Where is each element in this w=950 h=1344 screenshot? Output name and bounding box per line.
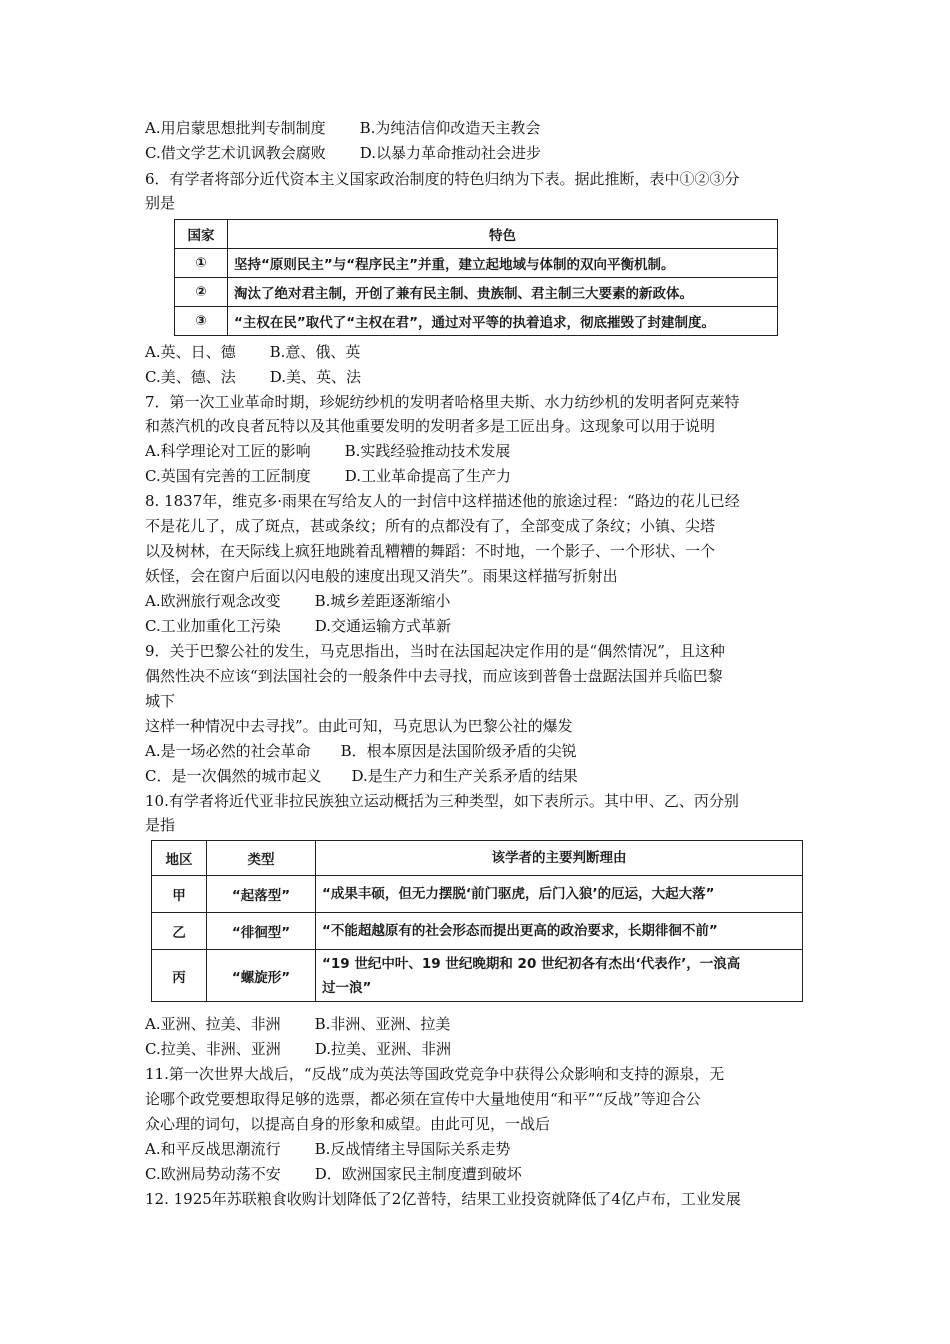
q7-stem-line-1: 7．第一次工业革命时期，珍妮纺纱机的发明者哈格里夫斯、水力纺纱机的发明者阿克莱特	[145, 393, 740, 411]
q10-row-2-region: 乙	[152, 913, 207, 950]
q11-option-b[interactable]: B.反战情绪主导国际关系走势	[314, 1140, 511, 1158]
q10-row-1-region: 甲	[152, 876, 207, 913]
q10-table-row	[152, 876, 803, 913]
q7-option-d[interactable]: D.工业革命提高了生产力	[344, 467, 511, 485]
q5-options-row-2	[145, 142, 541, 164]
q10-header-reason: 该学者的主要判断理由	[316, 841, 803, 876]
q6-options-row-1	[145, 341, 360, 363]
q8-option-c[interactable]: C.工业加重化工污染	[145, 617, 281, 635]
q10-option-b[interactable]: B.非洲、亚洲、拉美	[314, 1015, 451, 1033]
q11-stem-line-2: 论哪个政党要想取得足够的选票，都必须在宣传中大量地使用“和平”“反战”等迎合公	[145, 1090, 701, 1108]
q9-stem-line-2: 偶然性决不应该“到法国社会的一般条件中去寻找，而应该到普鲁士盘踞法国并兵临巴黎	[145, 667, 723, 685]
q7-stem-line-2: 和蒸汽机的改良者瓦特以及其他重要发明的发明者多是工匠出身。这现象可以用于说明	[145, 417, 716, 435]
q6-option-b[interactable]: B.意、俄、英	[269, 343, 361, 361]
q9-stem-line-1: 9．关于巴黎公社的发生，马克思指出，当时在法国起决定作用的是“偶然情况”，且这种	[145, 642, 725, 660]
q9-option-a[interactable]: A.是一场必然的社会革命	[145, 742, 311, 760]
q10-row-2-reason: “不能超越原有的社会形态而提出更高的政治要求，长期徘徊不前”	[316, 913, 803, 950]
q5-options-row-1	[145, 117, 540, 139]
q6-header-country: 国家	[175, 220, 228, 249]
q12-stem-line-1: 12. 1925年苏联粮食收购计划降低了2亿普特，结果工业投资就降低了4亿卢布，工业发展	[145, 1190, 741, 1208]
q6-stem-line-2: 别是	[145, 194, 176, 212]
q10-option-a[interactable]: A.亚洲、拉美、非洲	[145, 1015, 281, 1033]
q6-table	[174, 219, 778, 336]
q5-option-b[interactable]: B.为纯洁信仰改造天主教会	[359, 119, 541, 137]
q11-stem-line-1: 11.第一次世界大战后，“反战”成为英法等国政党竞争中获得公众影响和支持的源泉，无	[145, 1065, 725, 1083]
q7-option-c[interactable]: C.英国有完善的工匠制度	[145, 467, 311, 485]
q11-option-c[interactable]: C.欧洲局势动荡不安	[145, 1165, 281, 1183]
q10-table-row	[152, 913, 803, 950]
q5-option-d[interactable]: D.以暴力革命推动社会进步	[359, 144, 541, 162]
q8-stem-line-2: 不是花儿了，成了斑点，甚或条纹；所有的点都没有了，全部变成了条纹；小镇、尖塔	[145, 517, 716, 535]
q5-option-c[interactable]: C.借文学艺术讥讽教会腐败	[145, 144, 326, 162]
q10-table-header	[152, 841, 803, 876]
q6-option-d[interactable]: D.美、英、法	[269, 368, 361, 386]
q8-option-d[interactable]: D.交通运输方式革新	[314, 617, 451, 635]
q6-row-2-country: ②	[175, 278, 228, 307]
q6-table-row	[175, 307, 778, 336]
q6-row-1-feature: 坚持“原则民主”与“程序民主”并重，建立起地域与体制的双向平衡机制。	[228, 249, 778, 278]
q6-row-2-feature: 淘汰了绝对君主制，开创了兼有民主制、贵族制、君主制三大要素的新政体。	[228, 278, 778, 307]
q6-row-3-country: ③	[175, 307, 228, 336]
q8-options-row-2	[145, 615, 451, 637]
q10-header-type: 类型	[207, 841, 316, 876]
q10-option-c[interactable]: C.拉美、非洲、亚洲	[145, 1040, 281, 1058]
q8-stem-line-1: 8. 1837年，维克多·雨果在写给友人的一封信中这样描述他的旅途过程：“路边的花儿已经	[145, 492, 740, 510]
q9-stem-line-3: 城下	[145, 692, 176, 710]
q5-option-a[interactable]: A.用启蒙思想批判专制制度	[145, 119, 326, 137]
q6-option-a[interactable]: A.英、日、德	[145, 343, 236, 361]
q6-header-feature: 特色	[228, 220, 778, 249]
q11-option-a[interactable]: A.和平反战思潮流行	[145, 1140, 281, 1158]
q8-option-b[interactable]: B.城乡差距逐渐缩小	[314, 592, 451, 610]
q8-options-row-1	[145, 590, 450, 612]
q11-stem-line-3: 众心理的词句，以提高自身的形象和威望。由此可见，一战后	[145, 1115, 551, 1133]
q6-option-c[interactable]: C.美、德、法	[145, 368, 236, 386]
q7-option-b[interactable]: B.实践经验推动技术发展	[344, 442, 511, 460]
q6-table-header	[175, 220, 778, 249]
q9-stem-line-4: 这样一种情况中去寻找”。由此可知，马克思认为巴黎公社的爆发	[145, 717, 573, 735]
q10-row-3-reason-line-2: 过一浪”	[322, 979, 372, 996]
q6-table-row	[175, 278, 778, 307]
q10-table	[151, 840, 803, 1002]
q10-row-3-type: “螺旋形”	[207, 950, 316, 1002]
q6-row-3-feature: “主权在民”取代了“主权在君”，通过对平等的执着追求，彻底摧毁了封建制度。	[228, 307, 778, 336]
q10-stem-line-1: 10.有学者将近代亚非拉民族独立运动概括为三种类型，如下表所示。其中甲、乙、丙分别	[145, 792, 739, 810]
q6-options-row-2	[145, 366, 361, 388]
q7-options-row-1	[145, 440, 510, 462]
q7-options-row-2	[145, 465, 511, 487]
q9-option-b[interactable]: B．根本原因是法国阶级矛盾的尖锐	[340, 742, 577, 760]
q8-stem-line-4: 妖怪，会在窗户后面以闪电般的速度出现又消失”。雨果这样描写折射出	[145, 567, 618, 585]
q11-option-d[interactable]: D．欧洲国家民主制度遭到破坏	[314, 1165, 522, 1183]
q10-options-row-2	[145, 1038, 451, 1060]
q6-row-1-country: ①	[175, 249, 228, 278]
q10-table-row	[152, 950, 803, 1002]
q10-row-1-reason: “成果丰硕，但无力摆脱‘前门驱虎，后门入狼’的厄运，大起大落”	[316, 876, 803, 913]
q10-row-3-region: 丙	[152, 950, 207, 1002]
q11-options-row-1	[145, 1138, 510, 1160]
q6-table-row	[175, 249, 778, 278]
q10-header-region: 地区	[152, 841, 207, 876]
q7-option-a[interactable]: A.科学理论对工匠的影响	[145, 442, 311, 460]
q9-option-c[interactable]: C．是一次偶然的城市起义	[145, 767, 322, 785]
q10-row-2-type: “徘徊型”	[207, 913, 316, 950]
q9-option-d[interactable]: D.是生产力和生产关系矛盾的结果	[351, 767, 578, 785]
q10-row-3-reason-line-1: “19 世纪中叶、19 世纪晚期和 20 世纪初各有杰出‘代表作’，一浪高	[322, 955, 741, 972]
q8-stem-line-3: 以及树林，在天际线上疯狂地跳着乱糟糟的舞蹈：不时地，一个影子、一个形状、一个	[145, 542, 716, 560]
q11-options-row-2	[145, 1163, 522, 1185]
q8-option-a[interactable]: A.欧洲旅行观念改变	[145, 592, 281, 610]
q9-options-row-2	[145, 765, 578, 787]
q10-row-3-reason	[316, 950, 803, 1002]
q10-stem-line-2: 是指	[145, 816, 176, 834]
q10-option-d[interactable]: D.拉美、亚洲、非洲	[314, 1040, 451, 1058]
q9-options-row-1	[145, 740, 577, 762]
q10-options-row-1	[145, 1013, 450, 1035]
q10-row-1-type: “起落型”	[207, 876, 316, 913]
q6-stem-line-1: 6．有学者将部分近代资本主义国家政治制度的特色归纳为下表。据此推断，表中①②③分	[145, 170, 740, 188]
